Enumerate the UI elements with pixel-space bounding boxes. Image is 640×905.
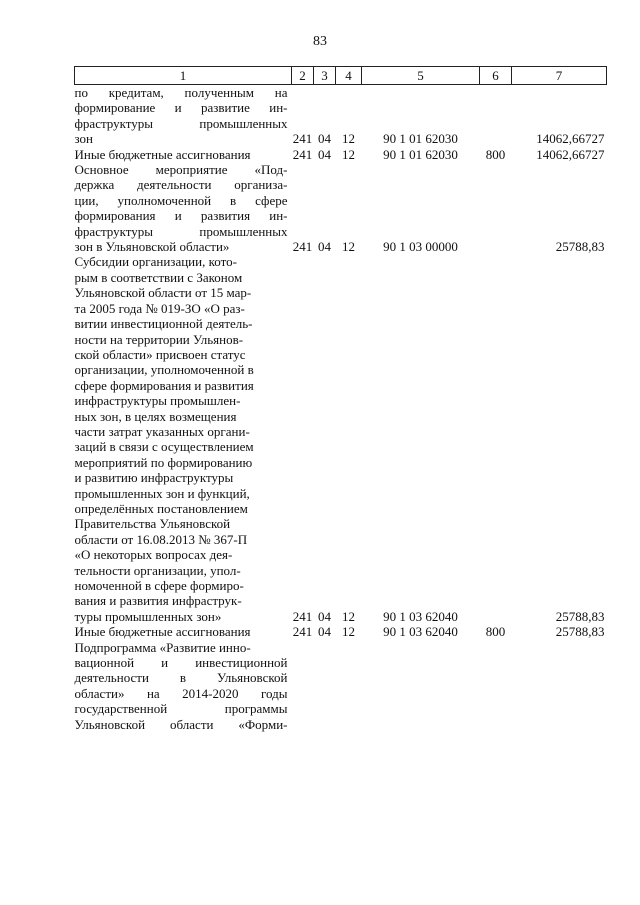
amount-cell bbox=[512, 85, 607, 147]
column-header: 7 bbox=[512, 67, 607, 85]
expense-type-cell bbox=[480, 85, 512, 147]
row-description bbox=[75, 85, 292, 147]
description-line: зон в Ульяновской области» bbox=[74, 239, 230, 255]
description-line: Ульяновской области «Форми- bbox=[74, 716, 288, 732]
description-line: сфере формирования и развития bbox=[74, 377, 254, 393]
table-row bbox=[75, 624, 607, 639]
subsection-code-cell-value: 12 bbox=[342, 239, 355, 255]
target-article-cell-value: 90 1 01 62030 bbox=[383, 146, 458, 162]
ministry-code-cell bbox=[292, 624, 314, 639]
amount-cell-value: 25788,83 bbox=[555, 239, 605, 255]
target-article-cell bbox=[362, 640, 480, 732]
description-line: номоченной в сфере формиро- bbox=[74, 578, 244, 593]
description-line: держка деятельности организа- bbox=[74, 177, 288, 193]
expense-type-cell-value: 800 bbox=[485, 624, 506, 640]
row-description bbox=[75, 254, 292, 624]
section-code-cell-value: 04 bbox=[318, 608, 331, 624]
description-line: зон bbox=[74, 131, 94, 147]
amount-cell bbox=[512, 162, 607, 254]
section-code-cell-value: 04 bbox=[318, 624, 331, 640]
table-row bbox=[75, 254, 607, 624]
description-line: Подпрограмма «Развитие инно- bbox=[74, 639, 251, 655]
subsection-code-cell-value: 12 bbox=[342, 624, 355, 640]
expense-type-cell bbox=[480, 640, 512, 732]
subsection-code-cell-value: 12 bbox=[342, 131, 355, 147]
description-line: области от 16.08.2013 № 367-П bbox=[74, 531, 248, 547]
amount-cell-value: 25788,83 bbox=[555, 608, 605, 624]
description-line: витии инвестиционной деятель- bbox=[74, 316, 253, 332]
target-article-cell bbox=[362, 162, 480, 254]
description-line: «О некоторых вопросах дея- bbox=[74, 547, 233, 563]
column-header: 6 bbox=[480, 67, 512, 85]
amount-cell bbox=[512, 254, 607, 624]
description-line: тельности организации, упол- bbox=[74, 562, 241, 578]
ministry-code-cell bbox=[292, 640, 314, 732]
section-code-cell-value: 04 bbox=[318, 131, 331, 147]
description-line: формирование и развитие ин- bbox=[74, 100, 288, 116]
subsection-code-cell bbox=[336, 640, 362, 732]
description-line: промышленных зон и функций, bbox=[74, 485, 250, 501]
description-line: Субсидии организации, кото- bbox=[74, 254, 237, 270]
description-line: Правительства Ульяновской bbox=[74, 516, 231, 532]
target-article-cell-value: 90 1 01 62030 bbox=[383, 131, 458, 147]
description-line: ской области» присвоен статус bbox=[74, 346, 246, 362]
description-line: ных зон, в целях возмещения bbox=[74, 408, 237, 424]
table-header-row bbox=[75, 67, 607, 85]
row-description bbox=[75, 640, 292, 732]
section-code-cell bbox=[314, 147, 336, 162]
section-code-cell-value: 04 bbox=[318, 239, 331, 255]
description-line: вационной и инвестиционной bbox=[74, 655, 288, 671]
section-code-cell bbox=[314, 254, 336, 624]
budget-table bbox=[74, 66, 607, 732]
table-row bbox=[75, 85, 607, 147]
row-description bbox=[75, 162, 292, 254]
description-line: туры промышленных зон» bbox=[74, 608, 222, 624]
description-line: и развитию инфраструктуры bbox=[74, 470, 234, 486]
subsection-code-cell bbox=[336, 162, 362, 254]
description-line: фраструктуры промышленных bbox=[74, 115, 288, 131]
amount-cell bbox=[512, 624, 607, 639]
subsection-code-cell bbox=[336, 147, 362, 162]
amount-cell-value: 25788,83 bbox=[555, 624, 605, 640]
description-line: Ульяновской области от 15 мар- bbox=[74, 285, 252, 301]
description-line: мероприятий по формированию bbox=[74, 454, 253, 470]
description-line: фраструктуры промышленных bbox=[74, 223, 288, 239]
description-line: инфраструктуры промышлен- bbox=[74, 393, 241, 409]
target-article-cell bbox=[362, 624, 480, 639]
ministry-code-cell-value: 241 bbox=[292, 239, 313, 255]
ministry-code-cell bbox=[292, 85, 314, 147]
description-line: заций в связи с осуществлением bbox=[74, 439, 254, 455]
section-code-cell bbox=[314, 624, 336, 639]
table-row bbox=[75, 162, 607, 254]
column-header: 1 bbox=[75, 67, 292, 85]
description-line: государственной программы bbox=[74, 701, 288, 717]
section-code-cell-value: 04 bbox=[318, 146, 331, 162]
target-article-cell-value: 90 1 03 62040 bbox=[383, 624, 458, 640]
column-header: 5 bbox=[362, 67, 480, 85]
column-header: 3 bbox=[314, 67, 336, 85]
table-row bbox=[75, 147, 607, 162]
description-line: Иные бюджетные ассигнования bbox=[74, 146, 251, 162]
description-line: области» на 2014-2020 годы bbox=[74, 685, 288, 701]
amount-cell-value: 14062,66727 bbox=[536, 146, 605, 162]
page-number: 83 bbox=[313, 34, 327, 49]
description-line: ности на территории Ульянов- bbox=[74, 331, 244, 347]
row-description bbox=[75, 624, 292, 639]
description-line: части затрат указанных органи- bbox=[74, 423, 250, 439]
subsection-code-cell bbox=[336, 254, 362, 624]
expense-type-cell bbox=[480, 147, 512, 162]
description-line: по кредитам, полученным на bbox=[74, 85, 288, 100]
description-line: формирования и развития ин- bbox=[74, 208, 288, 224]
ministry-code-cell-value: 241 bbox=[292, 131, 313, 147]
target-article-cell bbox=[362, 147, 480, 162]
ministry-code-cell bbox=[292, 162, 314, 254]
column-header: 4 bbox=[336, 67, 362, 85]
expense-type-cell-value: 800 bbox=[485, 146, 506, 162]
target-article-cell-value: 90 1 03 62040 bbox=[383, 608, 458, 624]
section-code-cell bbox=[314, 162, 336, 254]
target-article-cell bbox=[362, 85, 480, 147]
description-line: деятельности в Ульяновской bbox=[74, 670, 288, 686]
ministry-code-cell bbox=[292, 147, 314, 162]
section-code-cell bbox=[314, 85, 336, 147]
ministry-code-cell bbox=[292, 254, 314, 624]
expense-type-cell bbox=[480, 162, 512, 254]
column-header: 2 bbox=[292, 67, 314, 85]
ministry-code-cell-value: 241 bbox=[292, 608, 313, 624]
amount-cell-value: 14062,66727 bbox=[536, 131, 605, 147]
description-line: рым в соответствии с Законом bbox=[74, 269, 243, 285]
description-line: та 2005 года № 019-ЗО «О раз- bbox=[74, 300, 245, 316]
target-article-cell-value: 90 1 03 00000 bbox=[383, 239, 458, 255]
subsection-code-cell-value: 12 bbox=[342, 146, 355, 162]
amount-cell bbox=[512, 640, 607, 732]
description-line: Иные бюджетные ассигнования bbox=[74, 624, 251, 640]
subsection-code-cell bbox=[336, 85, 362, 147]
amount-cell bbox=[512, 147, 607, 162]
description-line: определённых постановлением bbox=[74, 500, 248, 516]
target-article-cell bbox=[362, 254, 480, 624]
expense-type-cell bbox=[480, 254, 512, 624]
row-description bbox=[75, 147, 292, 162]
expense-type-cell bbox=[480, 624, 512, 639]
ministry-code-cell-value: 241 bbox=[292, 624, 313, 640]
section-code-cell bbox=[314, 640, 336, 732]
description-line: организации, уполномоченной в bbox=[74, 362, 254, 378]
subsection-code-cell-value: 12 bbox=[342, 608, 355, 624]
table-row bbox=[75, 640, 607, 732]
subsection-code-cell bbox=[336, 624, 362, 639]
ministry-code-cell-value: 241 bbox=[292, 146, 313, 162]
description-line: ции, уполномоченной в сфере bbox=[74, 192, 288, 208]
description-line: Основное мероприятие «Под- bbox=[74, 162, 288, 178]
description-line: вания и развития инфраструк- bbox=[74, 593, 242, 609]
